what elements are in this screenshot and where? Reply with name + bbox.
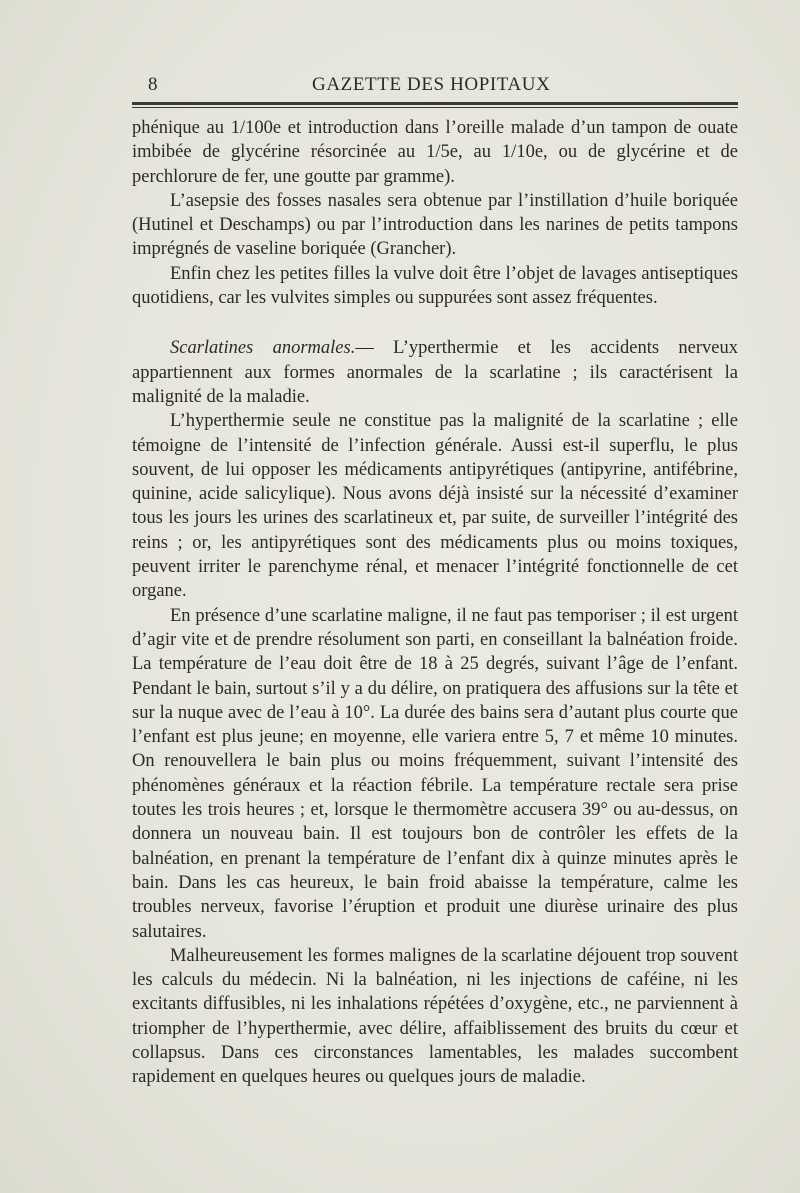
paragraph-5: L’hyperthermie seule ne constitue pas la malignité de la scarlatine ; elle témoigne de l’intensité de l’infection générale. Aussi est-il superflu, le plus souvent, de lui opposer les médicaments antipyrétiques (antipyrine, antifébrine, quinine, acide salicylique). Nous avons déjà insisté sur la nécessité d’examiner tous les jours les urines des scarlatineux et, par suite, de surveiller l’intégrité des reins ; or, les antipyrétiques sont des médicaments plus ou moins toxiques, peuvent irriter le parenchyme rénal, et menacer l’intégrité fonctionnelle de cet organe. [132,411,738,602]
paragraph-3: Enfin chez les petites filles la vulve doit être l’objet de lavages antiseptiques quotidiens, car les vulvites simples ou suppurées sont assez fréquentes. [132,263,738,309]
paragraph-4 [132,336,738,409]
paragraph-6: En présence d’une scarlatine maligne, il ne faut pas temporiser ; il est urgent d’agir vite et de prendre résolument son parti, en conseillant la balnéation froide. La température de l’eau doit être de 18 à 25 degrés, suivant l’âge de l’enfant. Pendant le bain, surtout s’il y a du délire, on pratiquera des affusions sur la tête et sur la nuque avec de l’eau à 10°. La durée des bains sera d’autant plus courte que l’enfant est plus jeune; en moyenne, elle variera entre 5, 7 et même 10 minutes. On renouvellera le bain plus ou moins fréquemment, suivant l’intensité des phénomènes généraux et la réaction fébrile. La température rectale sera prise toutes les trois heures ; et, lorsque le thermomètre accusera 39° ou au-dessus, on donnera un nouveau bain. Il est toujours bon de contrôler les effets de la balnéation, en prenant la température de l’enfant dix à quinze minutes après le bain. Dans les cas heureux, le bain froid abaisse la température, calme les troubles nerveux, favorise l’éruption et produit une diurèse urinaire des plus salutaires. [132,605,738,942]
page-number: 8 [148,74,158,95]
header-rule-thin [132,107,738,108]
running-title: GAZETTE DES HOPITAUX [312,74,551,95]
page-header [132,74,738,98]
section-gap [132,310,738,336]
body-text [132,116,738,1090]
paragraph-2: L’asepsie des fosses nasales sera obtenue par l’instillation d’huile boriquée (Hutinel et Deschamps) ou par l’introduction dans les narines de petits tampons imprégnés de vaseline boriquée (Grancher). [132,190,738,260]
paragraph-4-text: — L’yperthermie et les accidents nerveux appartiennent aux formes anormales de la scarlatine ; ils caractérisent la malignité de la maladie. [132,338,738,407]
paragraph-7: Malheureusement les formes malignes de la scarlatine déjouent trop souvent les calculs du médecin. Ni la balnéation, ni les injections de caféine, ni les excitants diffusibles, ni les inhalations répétées d’oxygène, etc., ne parviennent à triompher de l’hyperthermie, avec délire, affaiblissement des bruits du cœur et collapsus. Dans ces circonstances lamentables, les malades succombent rapidement en quelques heures ou quelques jours de maladie. [132,945,738,1088]
section-heading: Scarlatines anormales. [170,338,356,359]
header-rule-thick [132,102,738,105]
paragraph-1: phénique au 1/100e et introduction dans l’oreille malade d’un tampon de ouate imbibée de glycérine résorcinée au 1/5e, au 1/10e, ou de glycérine et de perchlorure de fer, une goutte par gramme). [132,118,738,187]
